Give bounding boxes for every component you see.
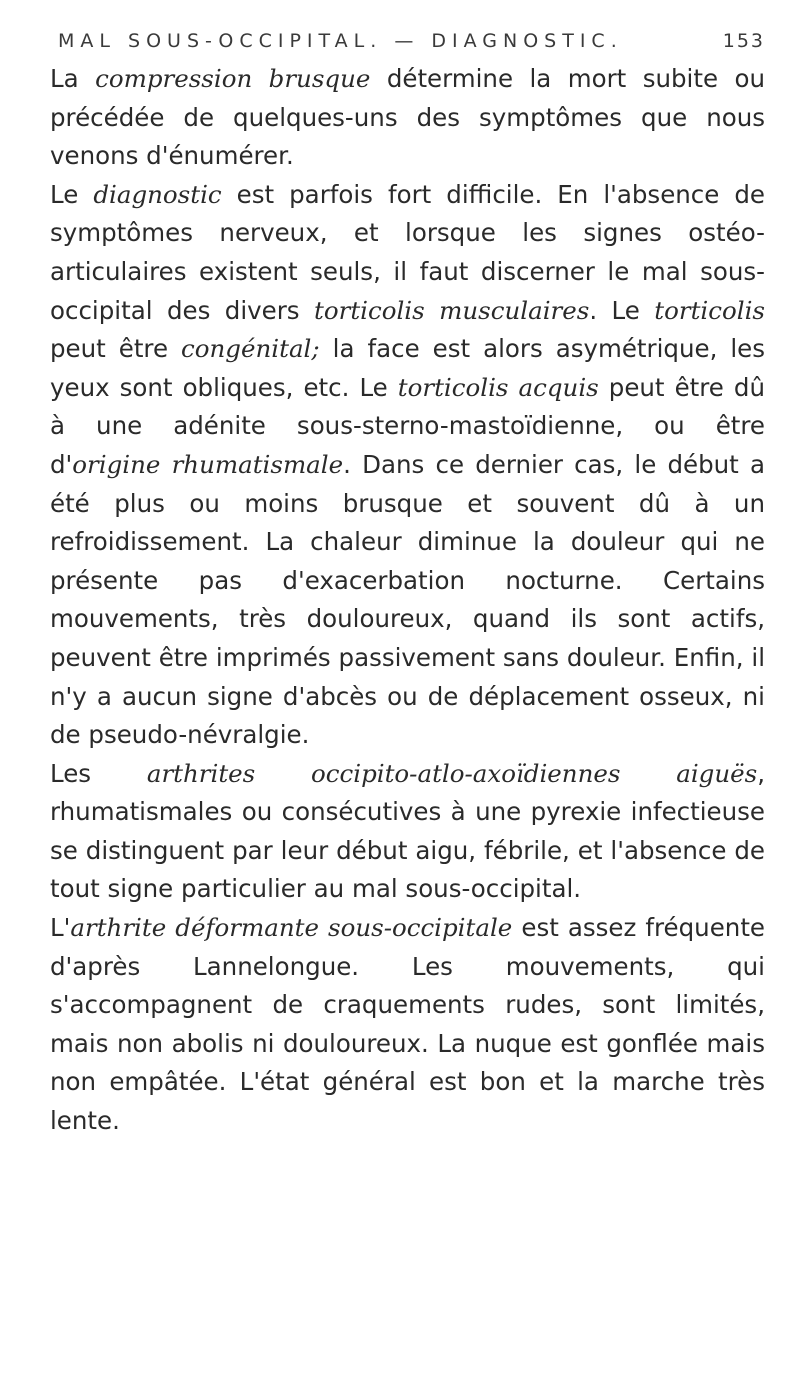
italic-term: arthrites occipito-atlo-axoïdiennes aiguës — [146, 758, 758, 788]
italic-term: torticolis acquis — [397, 372, 599, 402]
paragraph-arthrite-deformante — [50, 909, 765, 1141]
text-run: L' — [50, 913, 71, 943]
running-head — [50, 22, 765, 60]
body-text — [50, 60, 765, 1141]
text-run: la face est alors asymétrique, les yeux sont obliques, etc. Le — [50, 334, 766, 402]
paragraph-diagnostic — [50, 176, 765, 755]
text-run: peut être — [50, 334, 182, 364]
text-run: est parfois fort difficile. En l'absence de symptômes nerveux, et lorsque les signes ostéo-articulaires existent seuls, il faut discerner le mal sous-occipital des divers — [50, 179, 765, 325]
italic-term: compression brusque — [95, 64, 371, 93]
paragraph-arthrites-aigues — [50, 755, 765, 909]
italic-term: congénital; — [181, 334, 320, 364]
text-run: La — [50, 64, 96, 93]
italic-term: diagnostic — [93, 179, 222, 209]
italic-term: origine rhumatismale — [72, 449, 344, 479]
text-run: détermine la mort subite ou précédée de quelques-uns des symptômes que nous venons d'énumérer. — [50, 64, 765, 171]
text-run: Le — [50, 179, 94, 209]
italic-term: torticolis — [654, 295, 765, 325]
book-page — [50, 22, 765, 1141]
text-run: , rhumatismales ou consécutives à une pyrexie infectieuse se distinguent par leur début aigu, fébrile, et l'absence de tout signe particulier au mal sous-occipital. — [50, 758, 765, 904]
text-run: peut être dû à une adénite sous-sterno-mastoïdienne, ou être d' — [50, 372, 765, 479]
text-run: est assez fréquente d'après Lannelongue. Les mouvements, qui s'accompagnent de craquements rudes, sont limités, mais non abolis ni douloureux. La nuque est gonflée mais non empâtée. L'état général est bon et la marche très lente. — [50, 913, 765, 1136]
running-title: MAL SOUS-OCCIPITAL. — DIAGNOSTIC. — [58, 30, 623, 52]
text-run: . Dans ce dernier cas, le début a été plus ou moins brusque et souvent dû à un refroidissement. La chaleur diminue la douleur qui ne présente pas d'exacerbation nocturne. Certains mouvements, très douloureux, quand ils sont actifs, peuvent être imprimés passivement sans douleur. Enfin, il n'y a aucun signe d'abcès ou de déplacement osseux, ni de pseudo-névralgie. — [50, 449, 765, 750]
italic-term: torticolis musculaires — [314, 295, 590, 325]
text-run: Les — [50, 758, 147, 788]
paragraph-compression — [50, 60, 765, 176]
text-run: . Le — [589, 295, 655, 325]
italic-term: arthrite déformante sous-occipitale — [70, 913, 513, 943]
page-number: 153 — [722, 30, 765, 52]
